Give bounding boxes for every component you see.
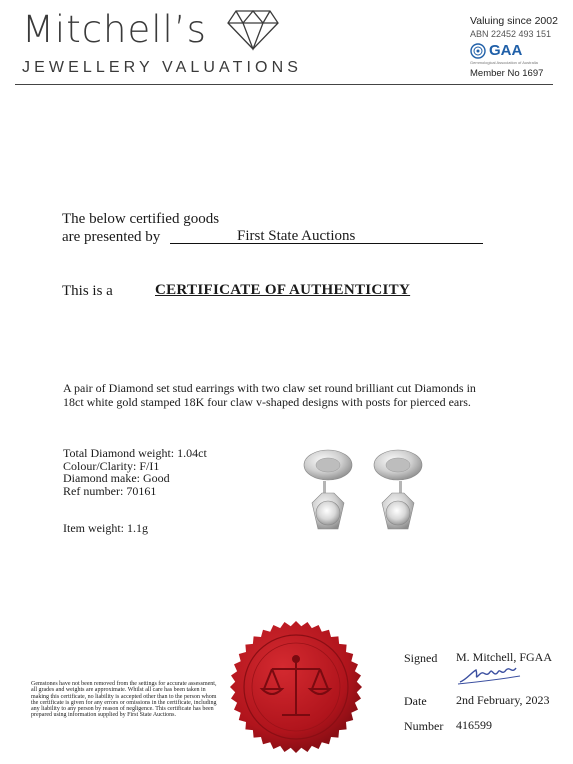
item-weight: Item weight: 1.1g <box>63 521 148 535</box>
handwritten-signature <box>456 664 524 688</box>
certificate-number: 416599 <box>456 718 492 732</box>
left-earring <box>304 450 352 529</box>
earrings-photo <box>298 445 428 545</box>
gaa-small-text: Gemmological Association of Australia <box>470 60 538 65</box>
spec-diamond-make: Diamond make: Good <box>63 471 170 485</box>
this-is-label: This is a <box>62 283 113 299</box>
gaa-emblem-icon <box>470 43 486 59</box>
wax-seal <box>226 617 366 757</box>
header-divider <box>15 84 553 85</box>
diamond-logo-icon <box>226 9 280 51</box>
date-value: 2nd February, 2023 <box>456 693 550 707</box>
right-earring <box>374 450 422 529</box>
diamond-specs <box>63 447 207 497</box>
member-number <box>470 68 558 79</box>
certificate-title: CERTIFICATE OF AUTHENTICITY <box>155 282 411 298</box>
member-label: Member No <box>470 68 520 79</box>
brand-subtitle: JEWELLERY VALUATIONS <box>22 59 302 76</box>
signed-label: Signed <box>404 651 438 665</box>
date-label: Date <box>404 694 427 708</box>
spec-total-weight: Total Diamond weight: 1.04ct <box>63 446 207 460</box>
abn-number: ABN 22452 493 151 <box>470 29 552 39</box>
spec-ref-number: Ref number: 70161 <box>63 483 157 498</box>
member-value: 1697 <box>522 68 544 79</box>
gaa-logo <box>470 42 558 59</box>
brand-name: Mitchell’s <box>22 8 207 51</box>
header-info <box>470 15 558 79</box>
intro-line-2: are presented by <box>62 229 161 245</box>
disclaimer-text: Gemstones have not been removed from the settings for accurate assessment, all grades and weights are approximate. Whilst all care has been taken in making this certificate, no liability is accepted other than to the person whom the certificate is given for any errors or omissions in the certificate, including any liability to any person by reason of negligence. This certificate has been prepared using information supplied by First State Auctions. <box>31 681 217 719</box>
presenter-name: First State Auctions <box>237 228 356 244</box>
spec-colour-clarity: Colour/Clarity: F/I1 <box>63 458 160 473</box>
number-label: Number <box>404 719 444 733</box>
item-description: A pair of Diamond set stud earrings with two claw set round brilliant cut Diamonds in 18ct white gold stamped 18K four claw v-shaped designs with posts for pierced ears. <box>63 381 476 409</box>
gaa-text: GAA <box>489 42 523 59</box>
valuing-since: Valuing since 2002 <box>470 15 558 27</box>
signed-name: M. Mitchell, FGAA <box>456 650 552 664</box>
intro-line-1: The below certified goods <box>62 211 220 227</box>
